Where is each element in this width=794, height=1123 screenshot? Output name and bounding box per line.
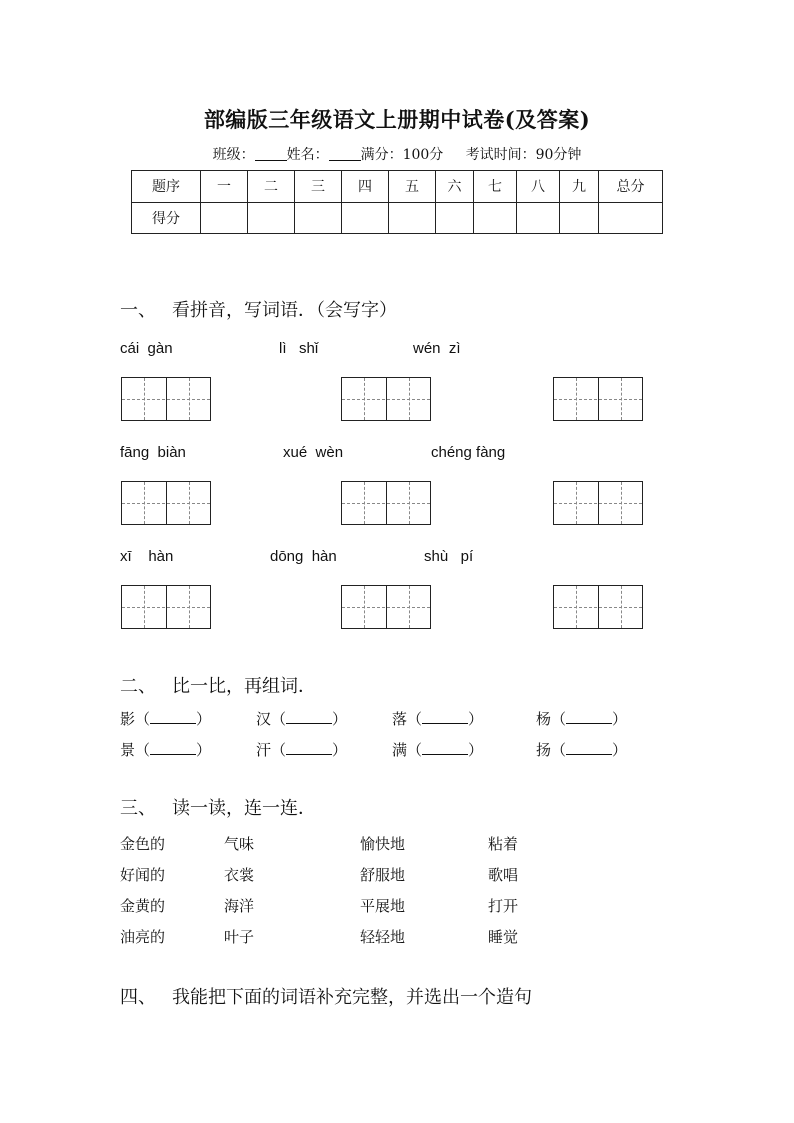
compare-item: 杨（ ） (536, 710, 628, 728)
score-cell[interactable] (342, 202, 389, 234)
pinyin: cái gàn (120, 340, 173, 357)
match-word[interactable]: 叶子 (224, 928, 255, 946)
section1-heading (120, 296, 397, 322)
exam-info (0, 144, 794, 164)
writing-grid[interactable] (121, 481, 211, 525)
compare-item: 景（ ） (120, 741, 212, 759)
score-cell[interactable] (474, 202, 517, 234)
compare-char: 杨 (536, 710, 552, 728)
writing-grid[interactable] (553, 377, 643, 421)
section2-title: 比一比，再组词． (172, 676, 316, 697)
score-header-cell: 总分 (599, 171, 663, 203)
score-header-cell: 二 (248, 171, 295, 203)
section4-heading (120, 983, 532, 1009)
pinyin: chéng fàng (431, 444, 506, 461)
score-cell[interactable] (295, 202, 342, 234)
match-word[interactable]: 金黄的 (120, 897, 166, 915)
writing-grid[interactable] (553, 481, 643, 525)
score-header-row (132, 171, 663, 203)
score-header-cell: 题序 (132, 171, 201, 203)
name-label: 姓名： (286, 147, 329, 163)
answer-blank[interactable] (422, 742, 468, 755)
class-blank (255, 146, 287, 161)
compare-item: 汗（ ） (256, 741, 348, 759)
pinyin: xué wèn (283, 444, 344, 461)
answer-blank[interactable] (286, 711, 332, 724)
writing-grid[interactable] (341, 585, 431, 629)
score-header-cell: 一 (201, 171, 248, 203)
writing-grid[interactable] (121, 377, 211, 421)
match-word[interactable]: 油亮的 (120, 928, 166, 946)
full-score: 满分：100分 (360, 147, 444, 163)
answer-blank[interactable] (286, 742, 332, 755)
section2-heading (120, 672, 316, 698)
match-word[interactable]: 愉快地 (360, 835, 406, 853)
pinyin: shù pí (424, 548, 474, 565)
score-header-cell: 八 (517, 171, 560, 203)
score-cell[interactable] (389, 202, 436, 234)
score-header-cell: 五 (389, 171, 436, 203)
compare-char: 景 (120, 741, 136, 759)
exam-time: 考试时间：90分钟 (465, 147, 582, 163)
compare-char: 汉 (256, 710, 272, 728)
match-word[interactable]: 衣裳 (224, 866, 255, 884)
match-word[interactable]: 气味 (224, 835, 255, 853)
match-word[interactable]: 轻轻地 (360, 928, 406, 946)
answer-blank[interactable] (566, 742, 612, 755)
score-cell[interactable] (560, 202, 599, 234)
section2-number: 二、 (120, 676, 156, 697)
answer-blank[interactable] (566, 711, 612, 724)
match-word[interactable]: 睡觉 (488, 928, 519, 946)
writing-grid[interactable] (553, 585, 643, 629)
section4-number: 四、 (120, 987, 156, 1008)
score-cell[interactable] (436, 202, 474, 234)
section3-title: 读一读，连一连． (172, 798, 316, 819)
match-word[interactable]: 舒服地 (360, 866, 406, 884)
compare-char: 汗 (256, 741, 272, 759)
compare-item: 落（ ） (392, 710, 484, 728)
page-title: 部编版三年级语文上册期中试卷(及答案) (203, 107, 591, 132)
answer-blank[interactable] (150, 711, 196, 724)
score-cell[interactable] (248, 202, 295, 234)
pinyin: fāng biàn (120, 444, 186, 461)
compare-char: 落 (392, 710, 408, 728)
compare-item: 汉（ ） (256, 710, 348, 728)
writing-grid[interactable] (121, 585, 211, 629)
score-header-cell: 六 (436, 171, 474, 203)
score-cell[interactable] (201, 202, 248, 234)
score-cell[interactable] (599, 202, 663, 234)
section4-title: 我能把下面的词语补充完整，并选出一个造句 (172, 987, 532, 1008)
pinyin: xī hàn (120, 548, 174, 565)
answer-blank[interactable] (150, 742, 196, 755)
match-word[interactable]: 打开 (488, 897, 519, 915)
section3-heading (120, 794, 316, 820)
section1-title: 看拼音，写词语．（会写字） (172, 300, 397, 321)
match-word[interactable]: 海洋 (224, 897, 255, 915)
compare-item: 影（ ） (120, 710, 212, 728)
score-cell[interactable] (517, 202, 560, 234)
score-row-label: 得分 (132, 202, 201, 234)
compare-char: 扬 (536, 741, 552, 759)
match-word[interactable]: 粘着 (488, 835, 519, 853)
match-word[interactable]: 金色的 (120, 835, 166, 853)
name-blank (329, 146, 361, 161)
writing-grid[interactable] (341, 481, 431, 525)
score-table (131, 170, 663, 234)
answer-blank[interactable] (422, 711, 468, 724)
compare-item: 满（ ） (392, 741, 484, 759)
section1-number: 一、 (120, 300, 156, 321)
score-header-cell: 七 (474, 171, 517, 203)
compare-char: 满 (392, 741, 408, 759)
match-word[interactable]: 平展地 (360, 897, 406, 915)
score-header-cell: 九 (560, 171, 599, 203)
compare-item: 扬（ ） (536, 741, 628, 759)
pinyin: wén zì (413, 340, 461, 357)
section3-number: 三、 (120, 798, 156, 819)
pinyin: lì shǐ (279, 340, 319, 357)
compare-char: 影 (120, 710, 136, 728)
class-label: 班级： (212, 147, 255, 163)
score-header-cell: 四 (342, 171, 389, 203)
score-header-cell: 三 (295, 171, 342, 203)
pinyin: dōng hàn (270, 548, 337, 565)
writing-grid[interactable] (341, 377, 431, 421)
score-row (132, 202, 663, 234)
match-word[interactable]: 歌唱 (488, 866, 519, 884)
match-word[interactable]: 好闻的 (120, 866, 166, 884)
